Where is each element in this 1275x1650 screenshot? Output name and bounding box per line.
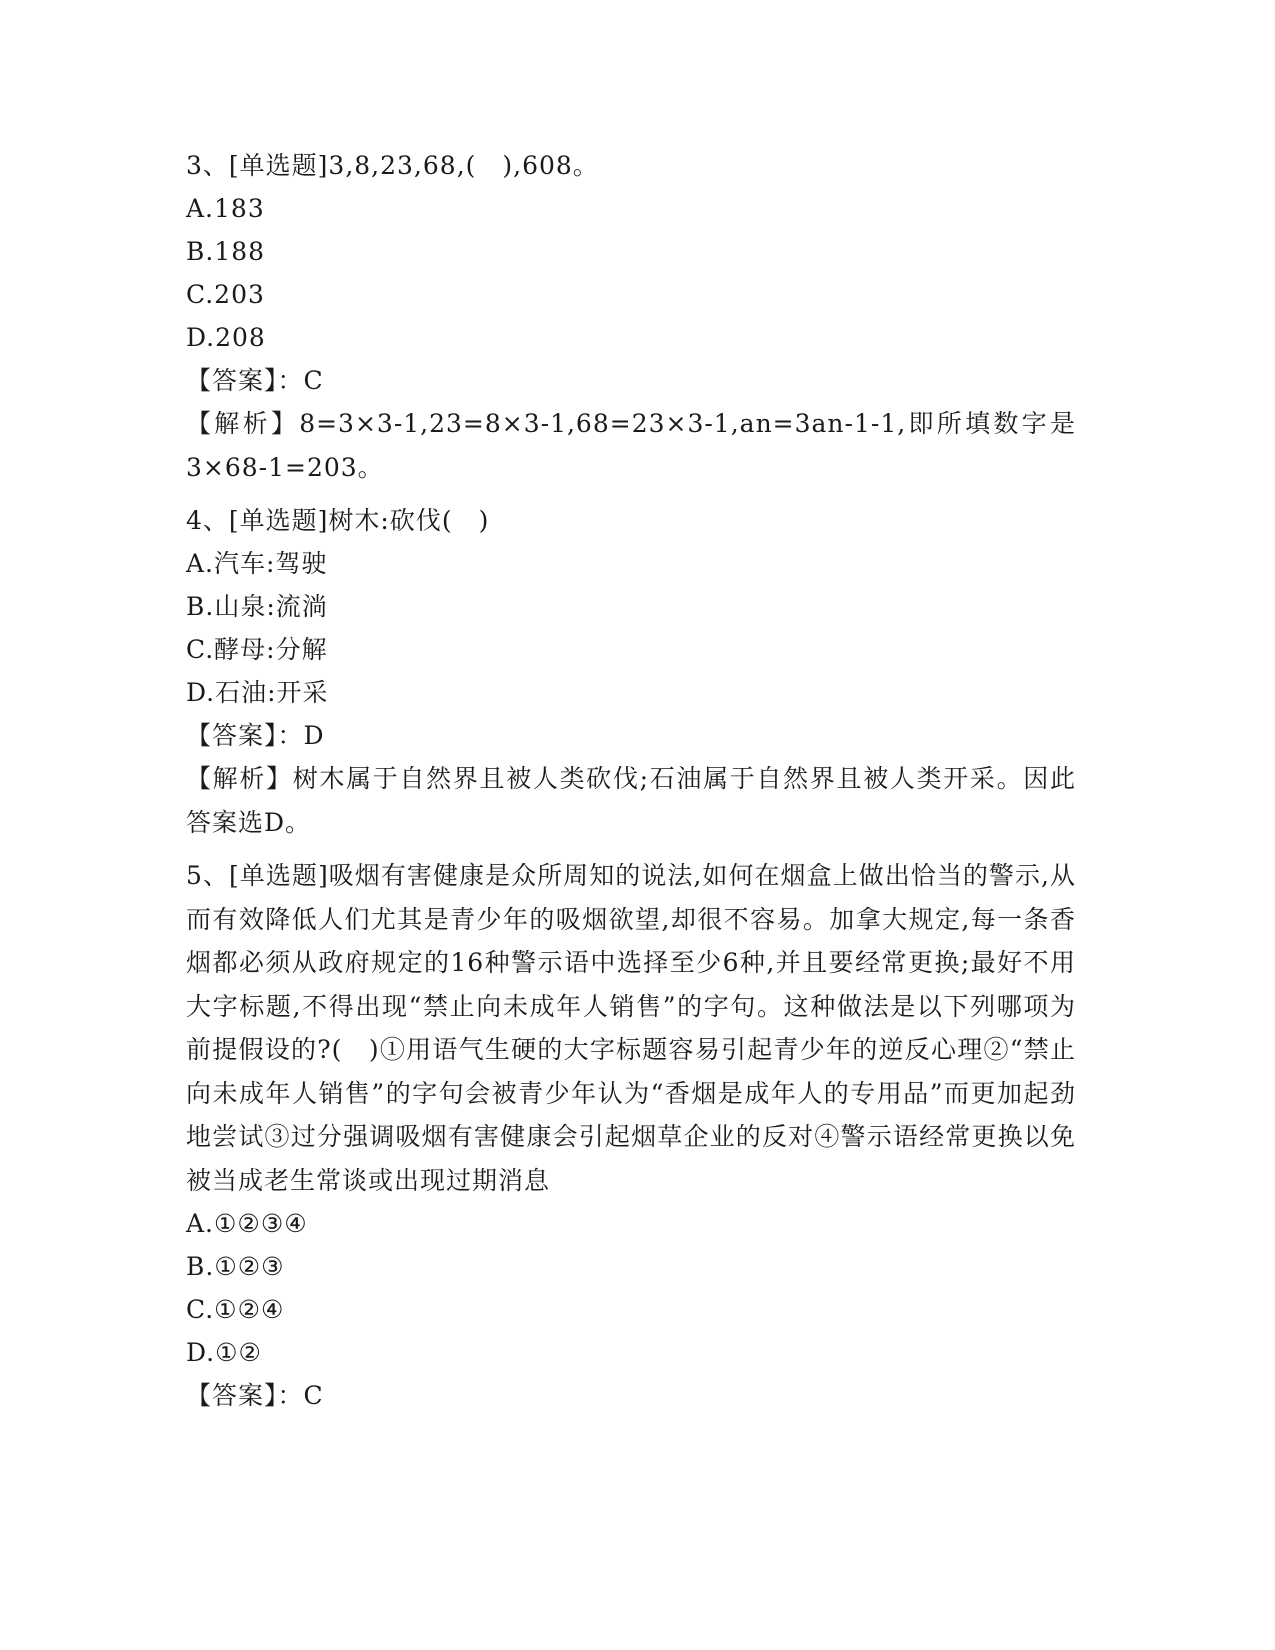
answer: 【答案】：C [186,1381,324,1410]
question-5 [186,854,1086,1417]
question-stem: 5、[单选题]吸烟有害健康是众所周知的说法,如何在烟盒上做出恰当的警示,从而有效降低人们尤其是青少年的吸烟欲望,却很不容易。加拿大规定,每一条香烟都必须从政府规定的16种警示语中选择至少6种,并且要经常更换;最好不用大字标题,不得出现“禁止向未成年人销售”的字句。这种做法是以下列哪项为前提假设的?( )①用语气生硬的大字标题容易引起青少年的逆反心理②“禁止向未成年人销售”的字句会被青少年认为“香烟是成年人的专用品”而更加起劲地尝试③过分强调吸烟有害健康会引起烟草企业的反对④警示语经常更换以免被当成老生常谈或出现过期消息 [186,861,1076,1195]
question-3 [186,144,1086,489]
question-stem: 4、[单选题]树木:砍伐( ) [186,506,490,535]
question-stem: 3、[单选题]3,8,23,68,( ),608。 [186,151,599,180]
answer: 【答案】：C [186,366,324,395]
option-b: B.山泉:流淌 [186,592,328,621]
analysis: 【解析】树木属于自然界且被人类砍伐;石油属于自然界且被人类开采。因此答案选D。 [186,764,1076,837]
option-c: C.203 [186,280,265,309]
option-a: A.183 [186,194,265,223]
question-4 [186,499,1086,844]
option-a: A.①②③④ [186,1209,308,1238]
option-d: D.石油:开采 [186,678,329,707]
option-c: C.①②④ [186,1295,285,1324]
option-b: B.①②③ [186,1252,285,1281]
option-c: C.酵母:分解 [186,635,328,664]
analysis: 【解析】8=3×3-1,23=8×3-1,68=23×3-1,an=3an-1-1,即所填数字是3×68-1=203。 [186,409,1076,482]
option-a: A.汽车:驾驶 [186,549,328,578]
option-d: D.208 [186,323,266,352]
question-list [186,144,1086,1427]
answer: 【答案】：D [186,721,325,750]
option-d: D.①② [186,1338,262,1367]
option-b: B.188 [186,237,266,266]
